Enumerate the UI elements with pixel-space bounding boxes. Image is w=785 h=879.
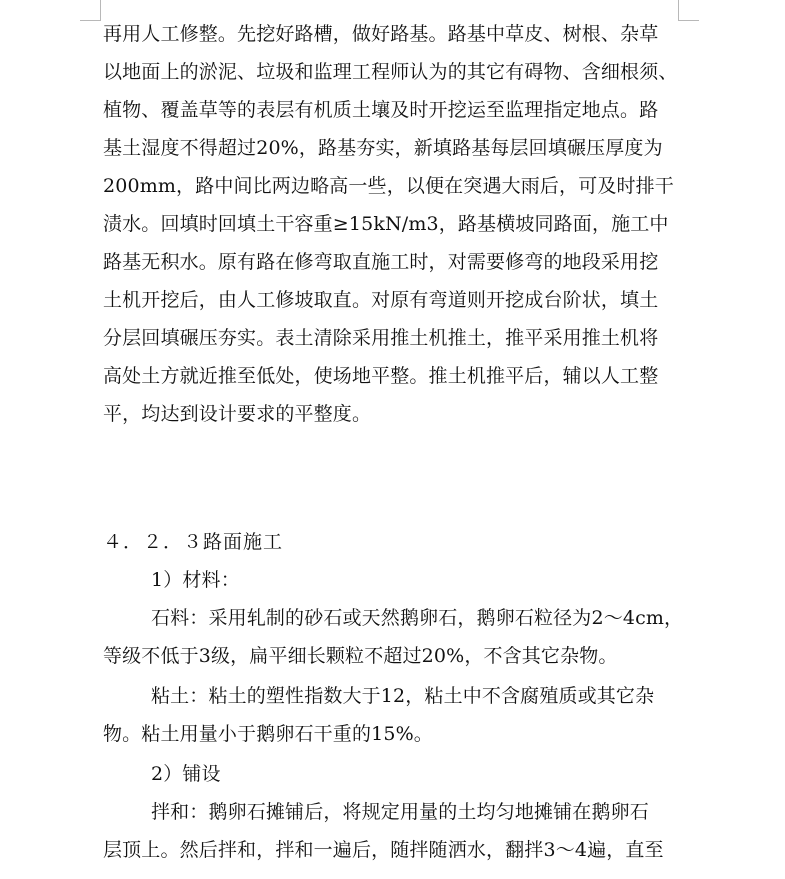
page-corner-mark-right	[678, 0, 699, 21]
stone-line-1: 石料：采用轧制的砂石或天然鹅卵石，鹅卵石粒径为2～4cm，	[151, 607, 684, 629]
paragraph-line-7: 路基无积水。原有路在修弯取直施工时，对需要修弯的地段采用挖	[103, 251, 659, 273]
paragraph-line-9: 分层回填碾压夯实。表土清除采用推土机推土，推平采用推土机将	[103, 327, 659, 349]
paragraph-line-3: 植物、覆盖草等的表层有机质土壤及时开挖运至监理指定地点。路	[103, 99, 659, 121]
clay-line-1: 粘土：粘土的塑性指数大于12，粘土中不含腐殖质或其它杂	[151, 685, 655, 707]
stone-line-2: 等级不低于3级，扁平细长颗粒不超过20%，不含其它杂物。	[103, 645, 618, 667]
section-heading: ４．２．３路面施工	[103, 531, 284, 553]
paragraph-line-4: 基土湿度不得超过20%，路基夯实，新填路基每层回填碾压厚度为	[103, 137, 663, 159]
mixing-line-2: 层顶上。然后拌和，拌和一遍后，随拌随洒水，翻拌3～4遍，直至	[103, 839, 664, 861]
clay-line-2: 物。粘土用量小于鹅卵石干重的15%。	[103, 723, 433, 745]
paragraph-line-2: 以地面上的淤泥、垃圾和监理工程师认为的其它有碍物、含细根须、	[103, 61, 678, 83]
paragraph-line-11: 平，均达到设计要求的平整度。	[103, 403, 372, 425]
paragraph-line-8: 土机开挖后，由人工修坡取直。对原有弯道则开挖成台阶状，填土	[103, 289, 659, 311]
paragraph-line-5: 200mm，路中间比两边略高一些，以便在突遇大雨后，可及时排干	[103, 175, 674, 197]
mixing-line-1: 拌和：鹅卵石摊铺后，将规定用量的土均匀地摊铺在鹅卵石	[151, 801, 649, 823]
page-corner-mark-left	[80, 0, 101, 21]
paragraph-line-6: 渍水。回填时回填土干容重≥15kN/m3，路基横坡同路面，施工中	[103, 213, 669, 235]
paragraph-line-1: 再用人工修整。先挖好路槽，做好路基。路基中草皮、树根、杂草	[103, 23, 659, 45]
materials-heading: 1）材料：	[151, 569, 240, 591]
paving-heading: 2）铺设	[151, 763, 221, 785]
paragraph-line-10: 高处土方就近推至低处，使场地平整。推土机推平后，辅以人工整	[103, 365, 659, 387]
